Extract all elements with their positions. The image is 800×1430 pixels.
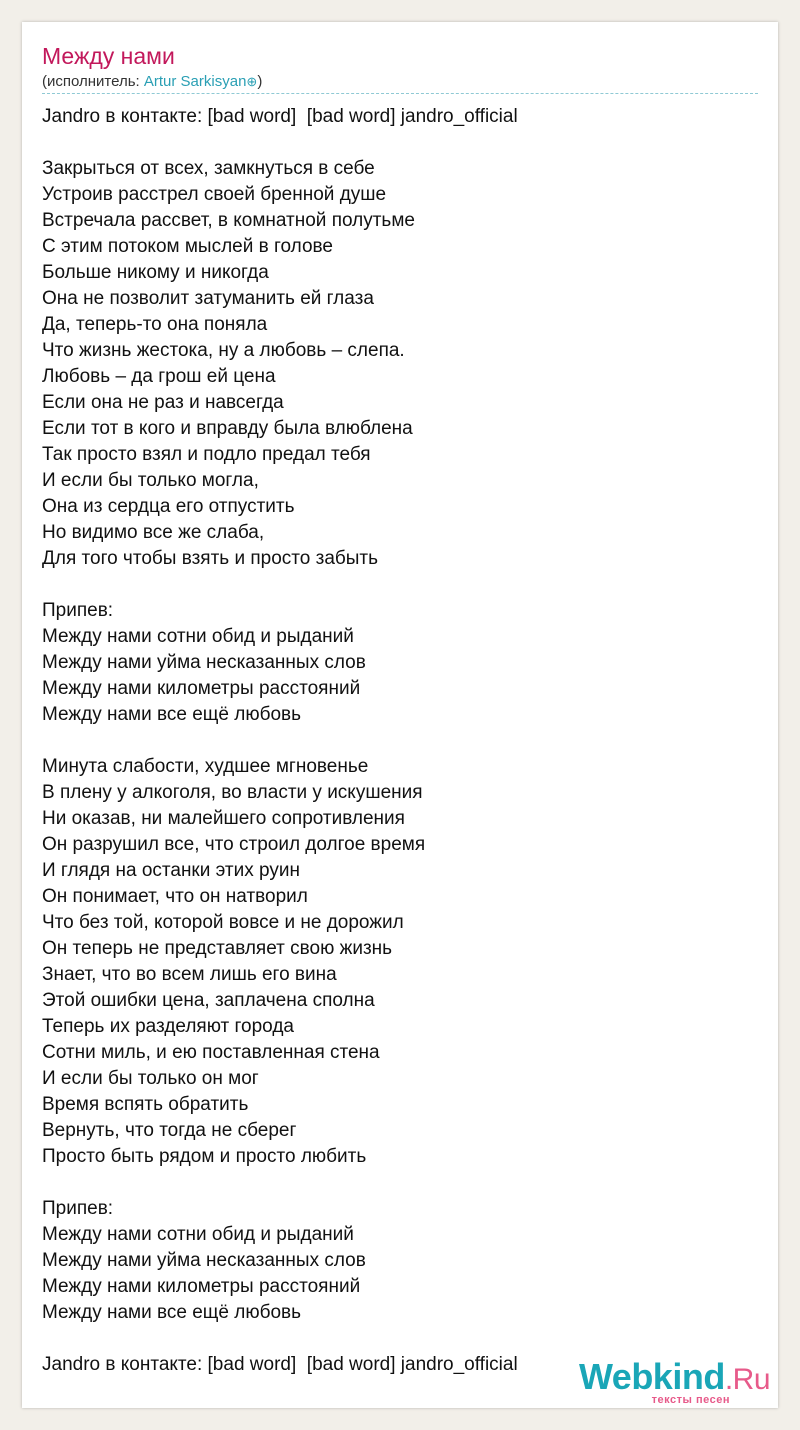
lyric-line: Этой ошибки цена, заплачена сполна bbox=[42, 990, 375, 1011]
lyric-line: Он понимает, что он натворил bbox=[42, 886, 308, 907]
lyric-line: Минута слабости, худшее мгновенье bbox=[42, 756, 369, 777]
lyric-line: Припев: bbox=[42, 600, 114, 621]
logo-subtitle: тексты песен bbox=[651, 1394, 730, 1406]
stanza-gap bbox=[42, 1326, 518, 1352]
lyric-line: Для того чтобы взять и просто забыть bbox=[42, 548, 379, 569]
lyric-line: Теперь их разделяют города bbox=[42, 1016, 294, 1037]
lyric-line: Устроив расстрел своей бренной душе bbox=[42, 184, 387, 205]
lyric-line: Любовь – да грош ей цена bbox=[42, 366, 276, 387]
title-divider bbox=[42, 93, 758, 94]
lyrics-text bbox=[42, 104, 518, 1378]
lyric-line: Она не позволит затуманить ей глаза bbox=[42, 288, 374, 309]
logo-tld: .Ru bbox=[724, 1363, 770, 1396]
performer-line bbox=[42, 73, 262, 91]
song-title: Между нами bbox=[42, 43, 175, 69]
lyric-line: Между нами все ещё любовь bbox=[42, 704, 302, 725]
lyric-line: И если бы только он мог bbox=[42, 1068, 259, 1089]
lyric-line: Если тот в кого и вправду была влюблена bbox=[42, 418, 413, 439]
lyric-line: Но видимо все же слаба, bbox=[42, 522, 265, 543]
lyric-line: Между нами километры расстояний bbox=[42, 678, 361, 699]
performer-prefix: (исполнитель: bbox=[42, 73, 144, 90]
site-logo[interactable] bbox=[578, 1356, 770, 1406]
lyric-line: Припев: bbox=[42, 1198, 114, 1219]
lyric-line: Между нами сотни обид и рыданий bbox=[42, 1224, 354, 1245]
lyric-line: С этим потоком мыслей в голове bbox=[42, 236, 333, 257]
lyric-line: Между нами километры расстояний bbox=[42, 1276, 361, 1297]
artist-globe-icon: ⊕ bbox=[246, 74, 258, 89]
lyric-line: Между нами уйма несказанных слов bbox=[42, 652, 366, 673]
lyric-line: Закрыться от всех, замкнуться в себе bbox=[42, 158, 375, 179]
lyric-line: В плену у алкоголя, во власти у искушения bbox=[42, 782, 423, 803]
lyric-line: Встречала рассвет, в комнатной полутьме bbox=[42, 210, 415, 231]
lyric-line: Знает, что во всем лишь его вина bbox=[42, 964, 337, 985]
lyric-line: Просто быть рядом и просто любить bbox=[42, 1146, 367, 1167]
lyrics-card bbox=[22, 22, 778, 1408]
stanza-gap bbox=[42, 572, 518, 598]
lyric-line: Да, теперь-то она поняла bbox=[42, 314, 268, 335]
lyric-line: Ни оказав, ни малейшего сопротивления bbox=[42, 808, 405, 829]
lyric-line: Время вспять обратить bbox=[42, 1094, 249, 1115]
lyric-line: Jandro в контакте: [bad word] [bad word] jandro_official bbox=[42, 106, 518, 127]
lyric-line: Что без той, которой вовсе и не дорожил bbox=[42, 912, 404, 933]
lyric-line: Между нами сотни обид и рыданий bbox=[42, 626, 354, 647]
logo-main-text: Webkind bbox=[578, 1356, 725, 1397]
performer-suffix: ) bbox=[257, 73, 263, 90]
lyric-line: Так просто взял и подло предал тебя bbox=[42, 444, 371, 465]
lyric-line: Сотни миль, и ею поставленная стена bbox=[42, 1042, 380, 1063]
lyric-line: Вернуть, что тогда не сберег bbox=[42, 1120, 297, 1141]
lyric-line: Jandro в контакте: [bad word] [bad word] jandro_official bbox=[42, 1354, 518, 1375]
lyric-line: Если она не раз и навсегда bbox=[42, 392, 284, 413]
lyric-line: И если бы только могла, bbox=[42, 470, 259, 491]
stanza-gap bbox=[42, 130, 518, 156]
lyric-line: Что жизнь жестока, ну а любовь – слепа. bbox=[42, 340, 405, 361]
lyric-line: Между нами все ещё любовь bbox=[42, 1302, 302, 1323]
stanza-gap bbox=[42, 1170, 518, 1196]
lyric-line: И глядя на останки этих руин bbox=[42, 860, 300, 881]
lyric-line: Между нами уйма несказанных слов bbox=[42, 1250, 366, 1271]
lyric-line: Он разрушил все, что строил долгое время bbox=[42, 834, 426, 855]
artist-link[interactable]: Artur Sarkisyan bbox=[143, 73, 247, 90]
lyric-line: Он теперь не представляет свою жизнь bbox=[42, 938, 393, 959]
lyric-line: Больше никому и никогда bbox=[42, 262, 269, 283]
lyric-line: Она из сердца его отпустить bbox=[42, 496, 295, 517]
stanza-gap bbox=[42, 728, 518, 754]
